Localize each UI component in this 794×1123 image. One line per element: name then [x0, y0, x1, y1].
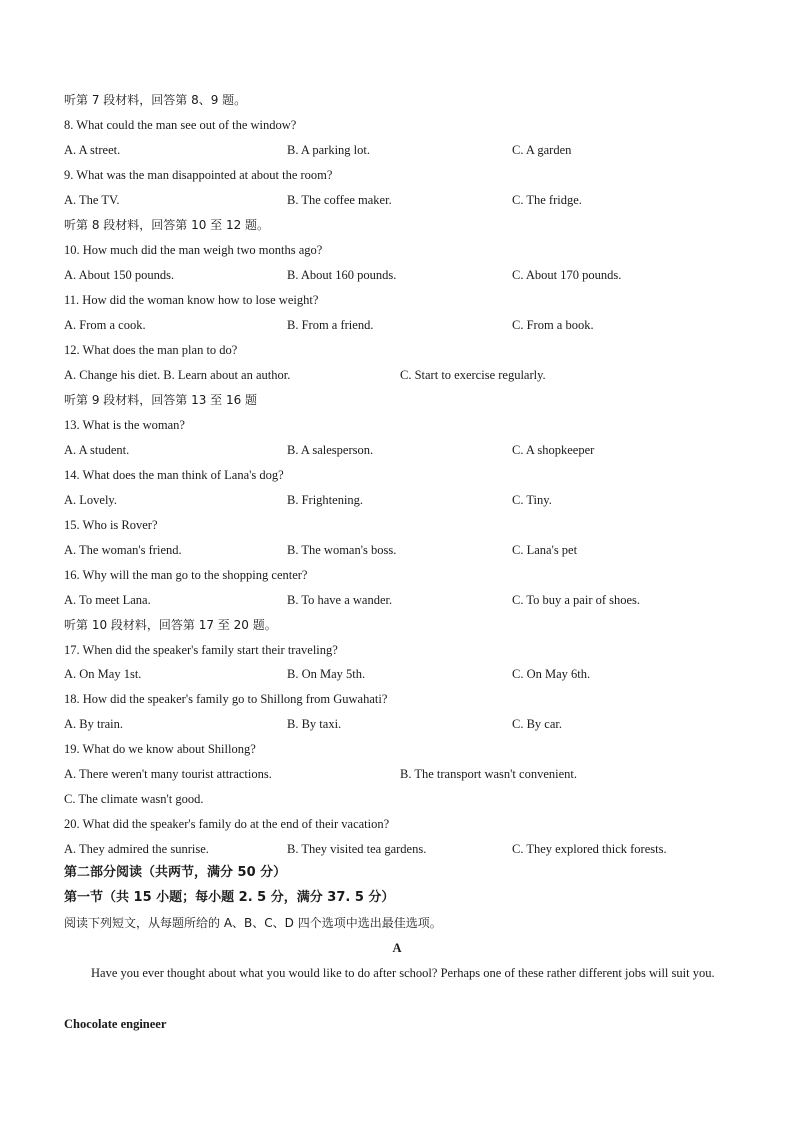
- option-13-a: A. A student.: [64, 443, 130, 457]
- question-12: 12. What does the man plan to do?: [64, 343, 238, 357]
- option-15-a: A. The woman's friend.: [64, 543, 182, 557]
- section-heading-10: 听第 10 段材料，回答第 17 至 20 题。: [64, 618, 277, 632]
- option-13-b: B. A salesperson.: [287, 443, 374, 457]
- option-20-b: B. They visited tea gardens.: [287, 842, 427, 856]
- option-17-a: A. On May 1st.: [64, 667, 142, 681]
- option-20-c: C. They explored thick forests.: [512, 842, 667, 856]
- option-18-b: B. By taxi.: [287, 717, 342, 731]
- option-16-c: C. To buy a pair of shoes.: [512, 593, 641, 607]
- question-20: 20. What did the speaker's family do at the end of their vacation?: [64, 817, 390, 831]
- option-17-b: B. On May 5th.: [287, 667, 366, 681]
- option-9-c: C. The fridge.: [512, 193, 582, 207]
- option-20-a: A. They admired the sunrise.: [64, 842, 209, 856]
- question-11: 11. How did the woman know how to lose weight?: [64, 293, 319, 307]
- option-8-a: A. A street.: [64, 143, 121, 157]
- option-15-c: C. Lana's pet: [512, 543, 578, 557]
- option-12-ab: A. Change his diet. B. Learn about an author.: [64, 368, 291, 382]
- option-14-a: A. Lovely.: [64, 493, 117, 507]
- passage-intro: Have you ever thought about what you would like to do after school? Perhaps one of these rather different jobs will suit you.: [91, 966, 715, 980]
- option-16-b: B. To have a wander.: [287, 593, 393, 607]
- section-heading-8: 听第 8 段材料，回答第 10 至 12 题。: [64, 218, 270, 232]
- option-17-c: C. On May 6th.: [512, 667, 591, 681]
- option-18-c: C. By car.: [512, 717, 562, 731]
- option-11-c: C. From a book.: [512, 318, 594, 332]
- option-14-b: B. Frightening.: [287, 493, 364, 507]
- option-10-c: C. About 170 pounds.: [512, 268, 622, 282]
- option-19-b: B. The transport wasn't convenient.: [400, 767, 577, 781]
- option-15-b: B. The woman's boss.: [287, 543, 397, 557]
- option-12-c: C. Start to exercise regularly.: [400, 368, 546, 382]
- part2-section1-title: 第一节（共 15 小题；每小题 2. 5 分，满分 37. 5 分）: [64, 890, 395, 905]
- question-18: 18. How did the speaker's family go to Shillong from Guwahati?: [64, 692, 388, 706]
- question-13: 13. What is the woman?: [64, 418, 185, 432]
- section-heading-9: 听第 9 段材料，回答第 13 至 16 题: [64, 393, 258, 407]
- question-15: 15. Who is Rover?: [64, 518, 158, 532]
- section-heading-7: 听第 7 段材料，回答第 8、9 题。: [64, 93, 247, 107]
- option-9-a: A. The TV.: [64, 193, 120, 207]
- part2-title: 第二部分阅读（共两节，满分 50 分）: [64, 865, 287, 880]
- option-10-a: A. About 150 pounds.: [64, 268, 175, 282]
- option-10-b: B. About 160 pounds.: [287, 268, 397, 282]
- option-9-b: B. The coffee maker.: [287, 193, 392, 207]
- option-13-c: C. A shopkeeper: [512, 443, 595, 457]
- question-17: 17. When did the speaker's family start their traveling?: [64, 643, 338, 657]
- option-11-a: A. From a cook.: [64, 318, 146, 332]
- question-14: 14. What does the man think of Lana's dog?: [64, 468, 284, 482]
- option-19-c: C. The climate wasn't good.: [64, 792, 204, 806]
- option-19-a: A. There weren't many tourist attractions.: [64, 767, 272, 781]
- option-11-b: B. From a friend.: [287, 318, 374, 332]
- option-8-c: C. A garden: [512, 143, 572, 157]
- question-19: 19. What do we know about Shillong?: [64, 742, 256, 756]
- question-16: 16. Why will the man go to the shopping center?: [64, 568, 308, 582]
- passage-subheading: Chocolate engineer: [64, 1017, 167, 1031]
- passage-label: A: [392, 941, 402, 955]
- question-9: 9. What was the man disappointed at about the room?: [64, 168, 333, 182]
- question-8: 8. What could the man see out of the window?: [64, 118, 297, 132]
- option-8-b: B. A parking lot.: [287, 143, 370, 157]
- option-16-a: A. To meet Lana.: [64, 593, 151, 607]
- question-10: 10. How much did the man weigh two months ago?: [64, 243, 323, 257]
- option-14-c: C. Tiny.: [512, 493, 552, 507]
- option-18-a: A. By train.: [64, 717, 124, 731]
- part2-instruction: 阅读下列短文，从每题所给的 A、B、C、D 四个选项中选出最佳选项。: [64, 916, 442, 930]
